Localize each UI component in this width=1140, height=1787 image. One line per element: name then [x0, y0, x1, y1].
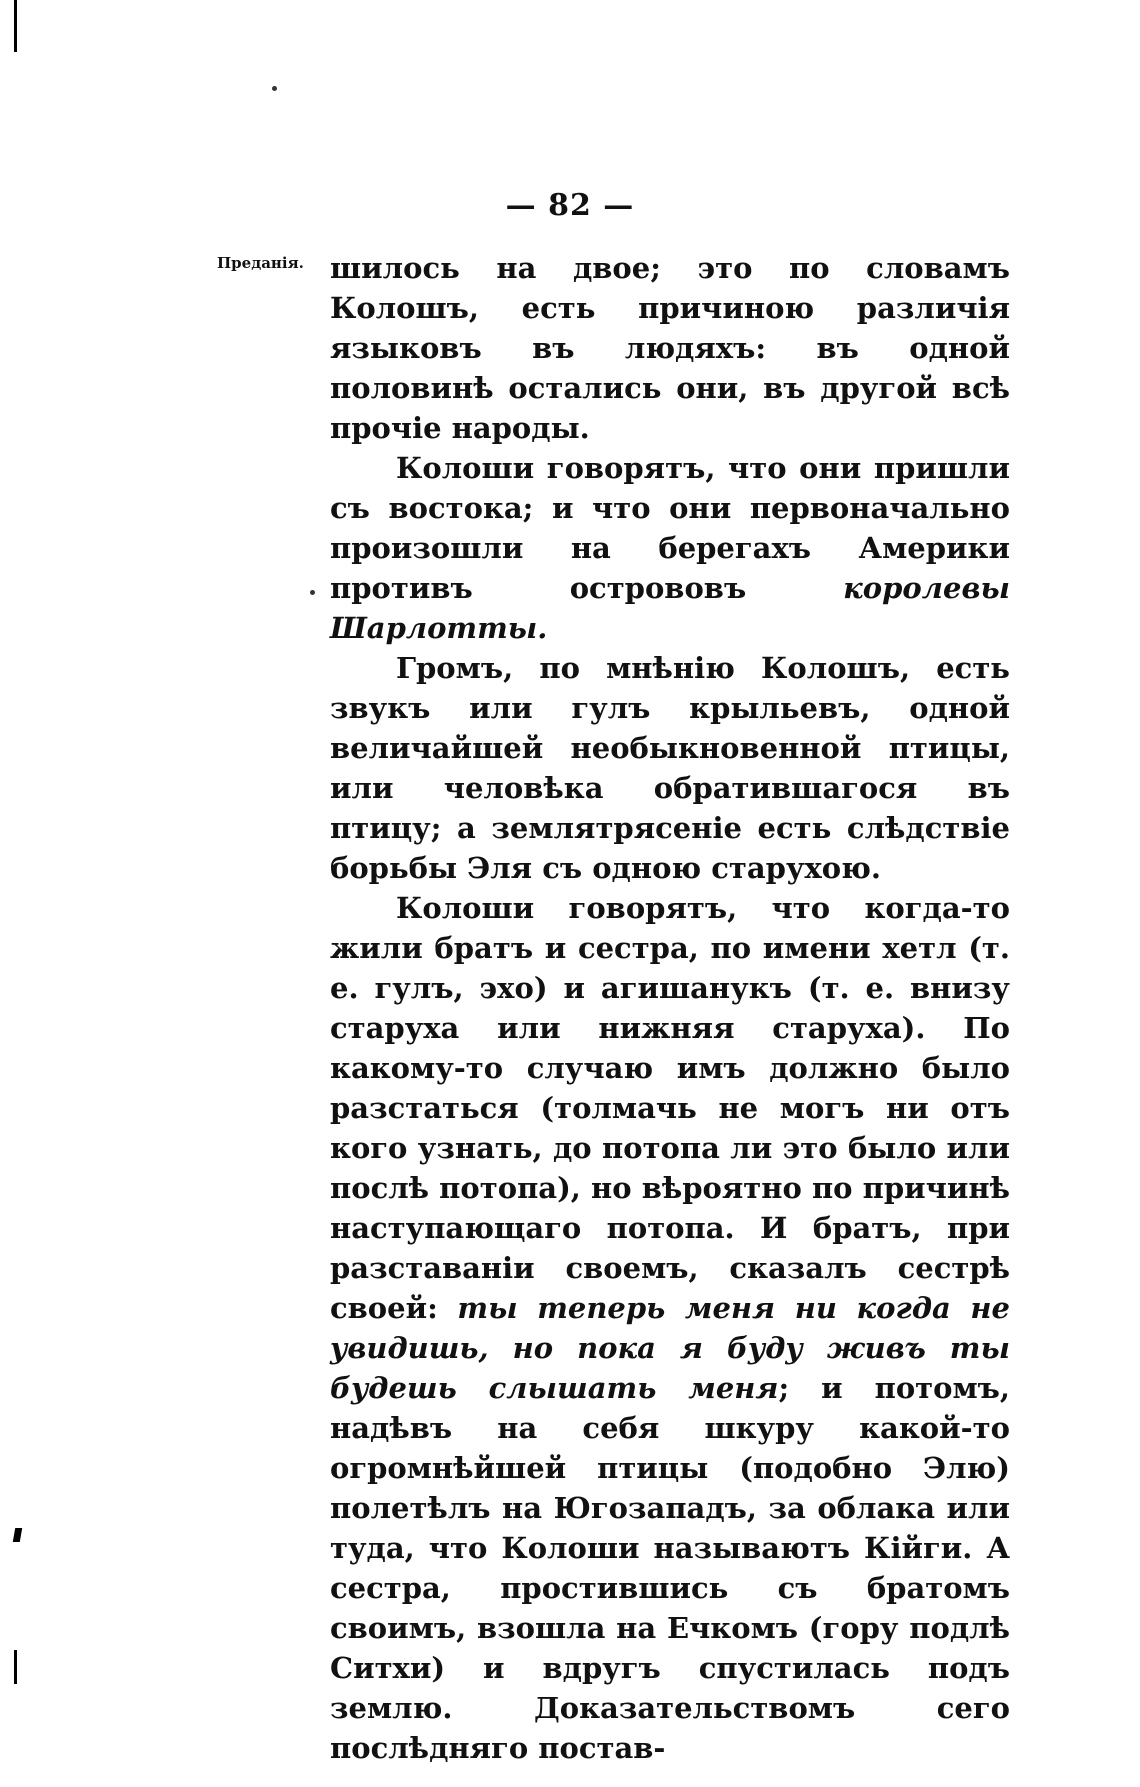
text-segment: Громъ, по мнѣнію Колошъ, есть звукъ или гулъ крыльевъ, одной величайшей необыкновенной птицы, или человѣка обратившагося въ птицу; а землятрясеніе есть слѣдствіе борьбы Эля съ одною старухою.	[330, 651, 1010, 885]
page-number: — 82 —	[505, 188, 635, 223]
paragraph	[330, 248, 1010, 448]
margin-note: Преданія.	[217, 254, 304, 272]
scan-edge-mark	[13, 1528, 22, 1542]
text-segment: Колоши говорятъ, что они пришли съ востока; и что они первоначально произошли на берегахъ Америки противъ острововъ	[330, 451, 1010, 605]
body-text	[330, 248, 1010, 1768]
italic-segment: королевы Шарлотты.	[330, 571, 1010, 645]
scan-speck	[310, 590, 315, 595]
scan-edge-mark	[14, 1650, 17, 1684]
scan-speck	[272, 86, 277, 91]
text-segment: ; и потомъ, надѣвъ на себя шкуру какой-то огромнѣйшей птицы (подобно Элю) полетѣлъ на Югозападъ, за облака или туда, что Колоши называютъ Кійги. А сестра, простившись съ братомъ своимъ, взошла на Ечкомъ (гору подлѣ Ситхи) и вдругъ спустилась подъ землю. Доказательствомъ сего послѣдняго постав-	[330, 1371, 1010, 1765]
text-segment: шилось на двое; это по словамъ Колошъ, есть причиною различія языковъ въ людяхъ: въ одной половинѣ остались они, въ другой всѣ прочіе народы.	[330, 251, 1010, 445]
paragraph	[330, 888, 1010, 1768]
paragraph	[330, 648, 1010, 888]
paragraph	[330, 448, 1010, 648]
italic-segment: ты теперь меня ни когда не увидишь, но пока я буду живъ ты будешь слышать меня	[330, 1291, 1010, 1405]
scan-edge-mark	[14, 0, 17, 52]
text-segment: Колоши говорятъ, что когда-то жили братъ и сестра, по имени хетл (т. е. гулъ, эхо) и агишанукъ (т. е. внизу старуха или нижняя старуха). По какому-то случаю имъ должно было разстаться (толмачь не могъ ни отъ кого узнать, до потопа ли это было или послѣ потопа), но вѣроятно по причинѣ наступающаго потопа. И братъ, при разставаніи своемъ, сказалъ сестрѣ своей:	[330, 891, 1010, 1325]
